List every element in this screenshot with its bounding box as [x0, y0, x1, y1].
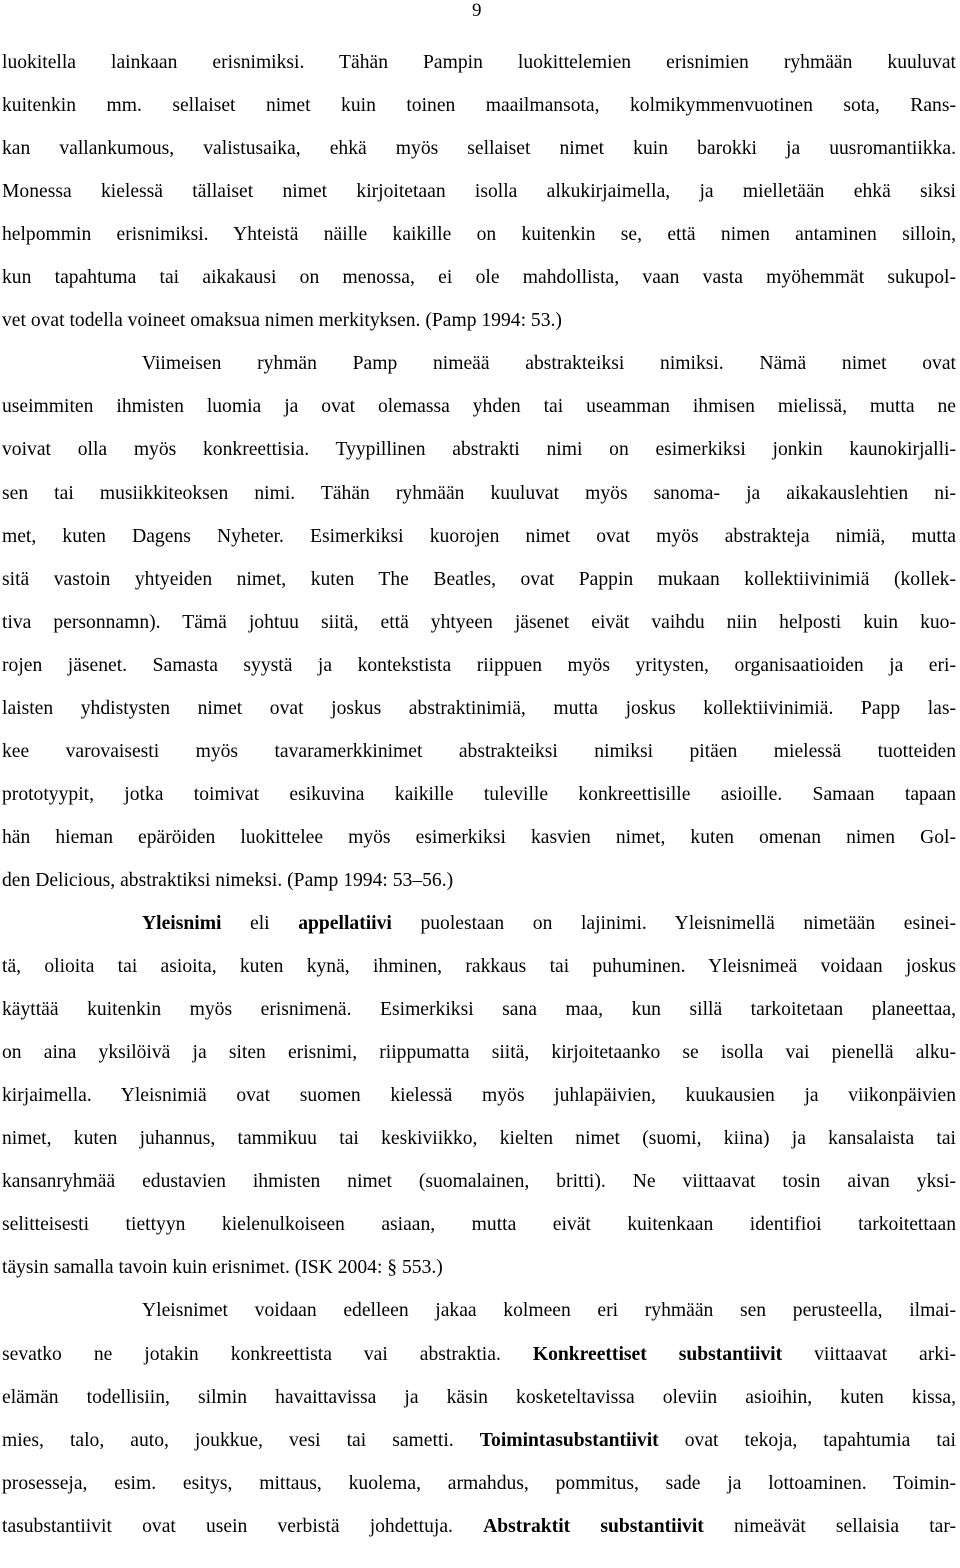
text-segment: kuitenkin mm. sellaiset nimet kuin toinen maailmansota, kolmikymmenvuotinen sota, Rans- — [2, 95, 956, 116]
text-line — [2, 479, 956, 509]
text-line — [2, 177, 956, 207]
text-segment: elämän todellisiin, silmin havaittavissa ja käsin kosketeltavissa oleviin asioihin, kuten kissa, — [2, 1387, 956, 1408]
text-line — [2, 737, 956, 767]
text-segment: kirjaimella. Yleisnimiä ovat suomen kielessä myös juhlapäivien, kuukausien ja viikonpäivien — [2, 1085, 956, 1106]
text-line — [2, 608, 956, 638]
bold-term: Konkreettiset substantiivit — [532, 1344, 783, 1365]
text-segment: sitä vastoin yhtyeiden nimet, kuten The Beatles, ovat Pappin mukaan kollektiivinimiä (kollek- — [2, 569, 956, 590]
text-line — [2, 1124, 956, 1154]
text-line — [2, 435, 956, 465]
bold-term: Yleisnimi — [142, 913, 222, 934]
text-line — [2, 1210, 956, 1240]
text-line — [142, 349, 956, 379]
text-segment: den Delicious, abstraktiksi nimeksi. (Pamp 1994: 53–56.) — [2, 870, 454, 891]
text-line — [142, 909, 956, 939]
text-line — [2, 952, 956, 982]
text-segment: Viimeisen ryhmän Pamp nimeää abstrakteiksi nimiksi. Nämä nimet ovat — [142, 353, 956, 374]
page-number: 9 — [472, 0, 482, 21]
bold-term: appellatiivi — [298, 913, 392, 934]
text-segment: eli — [221, 913, 299, 934]
text-segment: tasubstantiivit ovat usein verbistä johdettuja. — [2, 1516, 484, 1537]
text-line — [2, 522, 956, 552]
text-segment: voivat olla myös konkreettisia. Tyypillinen abstrakti nimi on esimerkiksi jonkin kaunokirjalli- — [2, 439, 956, 460]
text-line — [2, 1253, 956, 1283]
text-segment: täysin samalla tavoin kuin erisnimet. (ISK 2004: § 553.) — [2, 1257, 443, 1278]
text-segment: ovat tekoja, tapahtumia tai — [658, 1430, 956, 1451]
text-segment: nimeävät sellaisia tar- — [703, 1516, 956, 1537]
text-line — [2, 565, 956, 595]
text-segment: mies, talo, auto, joukkue, vesi tai sametti. — [2, 1430, 480, 1451]
text-segment: kansanryhmää edustavien ihmisten nimet (suomalainen, britti). Ne viittaavat tosin aivan yksi- — [2, 1171, 956, 1192]
text-line — [2, 1340, 956, 1370]
text-segment: vet ovat todella voineet omaksua nimen merkityksen. (Pamp 1994: 53.) — [2, 310, 562, 331]
text-segment: kan vallankumous, valistusaika, ehkä myös sellaiset nimet kuin barokki ja uusromantiikka. — [2, 138, 956, 159]
text-line — [2, 392, 956, 422]
text-line — [2, 866, 956, 896]
text-line — [2, 263, 956, 293]
text-line — [2, 134, 956, 164]
text-segment: Yleisnimet voidaan edelleen jakaa kolmeen eri ryhmään sen perusteella, ilmai- — [142, 1300, 956, 1321]
text-line — [2, 651, 956, 681]
text-segment: sen tai musiikkiteoksen nimi. Tähän ryhmään kuuluvat myös sanoma- ja aikakauslehtien ni- — [2, 483, 956, 504]
text-line — [2, 1469, 956, 1499]
text-line — [2, 780, 956, 810]
text-line — [2, 306, 956, 336]
text-line — [2, 694, 956, 724]
text-segment: on aina yksilöivä ja siten erisnimi, riippumatta siitä, kirjoitetaanko se isolla vai pienellä alku- — [2, 1042, 956, 1063]
text-segment: laisten yhdistysten nimet ovat joskus abstraktinimiä, mutta joskus kollektiivinimiä. Papp las- — [2, 698, 956, 719]
text-segment: viittaavat arki- — [782, 1344, 956, 1365]
text-segment: puolestaan on lajinimi. Yleisnimellä nimetään esinei- — [391, 913, 956, 934]
text-line — [2, 1426, 956, 1456]
bold-term: Abstraktit substantiivit — [483, 1516, 704, 1537]
text-segment: kee varovaisesti myös tavaramerkkinimet abstrakteiksi nimiksi pitäen mielessä tuotteiden — [2, 741, 956, 762]
text-line — [2, 1081, 956, 1111]
text-segment: prosesseja, esim. esitys, mittaus, kuolema, armahdus, pommitus, sade ja lottoaminen. Toimin- — [2, 1473, 956, 1494]
text-segment: rojen jäsenet. Samasta syystä ja kontekstista riippuen myös yritysten, organisaatioiden ja eri- — [2, 655, 956, 676]
text-line — [2, 91, 956, 121]
text-segment: käyttää kuitenkin myös erisnimenä. Esimerkiksi sana maa, kun sillä tarkoitetaan planeettaa, — [2, 999, 956, 1020]
text-segment: nimet, kuten juhannus, tammikuu tai keskiviikko, kielten nimet (suomi, kiina) ja kansalaista tai — [2, 1128, 956, 1149]
text-segment: sevatko ne jotakin konkreettista vai abstraktia. — [2, 1344, 533, 1365]
bold-term: Toimintasubstantiivit — [479, 1430, 659, 1451]
text-line — [142, 1296, 956, 1326]
text-segment: helpommin erisnimiksi. Yhteistä näille kaikille on kuitenkin se, että nimen antaminen silloin, — [2, 224, 956, 245]
text-segment: kun tapahtuma tai aikakausi on menossa, ei ole mahdollista, vaan vasta myöhemmät sukupol- — [2, 267, 956, 288]
text-segment: useimmiten ihmisten luomia ja ovat olemassa yhden tai useamman ihmisen mielissä, mutta ne — [2, 396, 956, 417]
text-segment: selitteisesti tiettyyn kielenulkoiseen asiaan, mutta eivät kuitenkaan identifioi tarkoitettaan — [2, 1214, 956, 1235]
text-line — [2, 48, 956, 78]
text-line — [2, 1038, 956, 1068]
text-line — [2, 220, 956, 250]
text-segment: tä, olioita tai asioita, kuten kynä, ihminen, rakkaus tai puhuminen. Yleisnimeä voidaan joskus — [2, 956, 956, 977]
text-line — [2, 1512, 956, 1542]
text-segment: hän hieman epäröiden luokittelee myös esimerkiksi kasvien nimet, kuten omenan nimen Gol- — [2, 827, 956, 848]
text-line — [2, 1167, 956, 1197]
text-segment: met, kuten Dagens Nyheter. Esimerkiksi kuorojen nimet ovat myös abstrakteja nimiä, mutta — [2, 526, 956, 547]
text-line — [2, 1383, 956, 1413]
text-line — [2, 823, 956, 853]
text-segment: Monessa kielessä tällaiset nimet kirjoitetaan isolla alkukirjaimella, ja mielletään ehkä siksi — [2, 181, 956, 202]
text-line — [2, 995, 956, 1025]
text-segment: luokitella lainkaan erisnimiksi. Tähän Pampin luokittelemien erisnimien ryhmään kuuluvat — [2, 52, 956, 73]
text-segment: tiva personnamn). Tämä johtuu siitä, että yhtyeen jäsenet eivät vaihdu niin helposti kuin kuo- — [2, 612, 956, 633]
text-segment: prototyypit, jotka toimivat esikuvina kaikille tuleville konkreettisille asioille. Samaan tapaan — [2, 784, 956, 805]
